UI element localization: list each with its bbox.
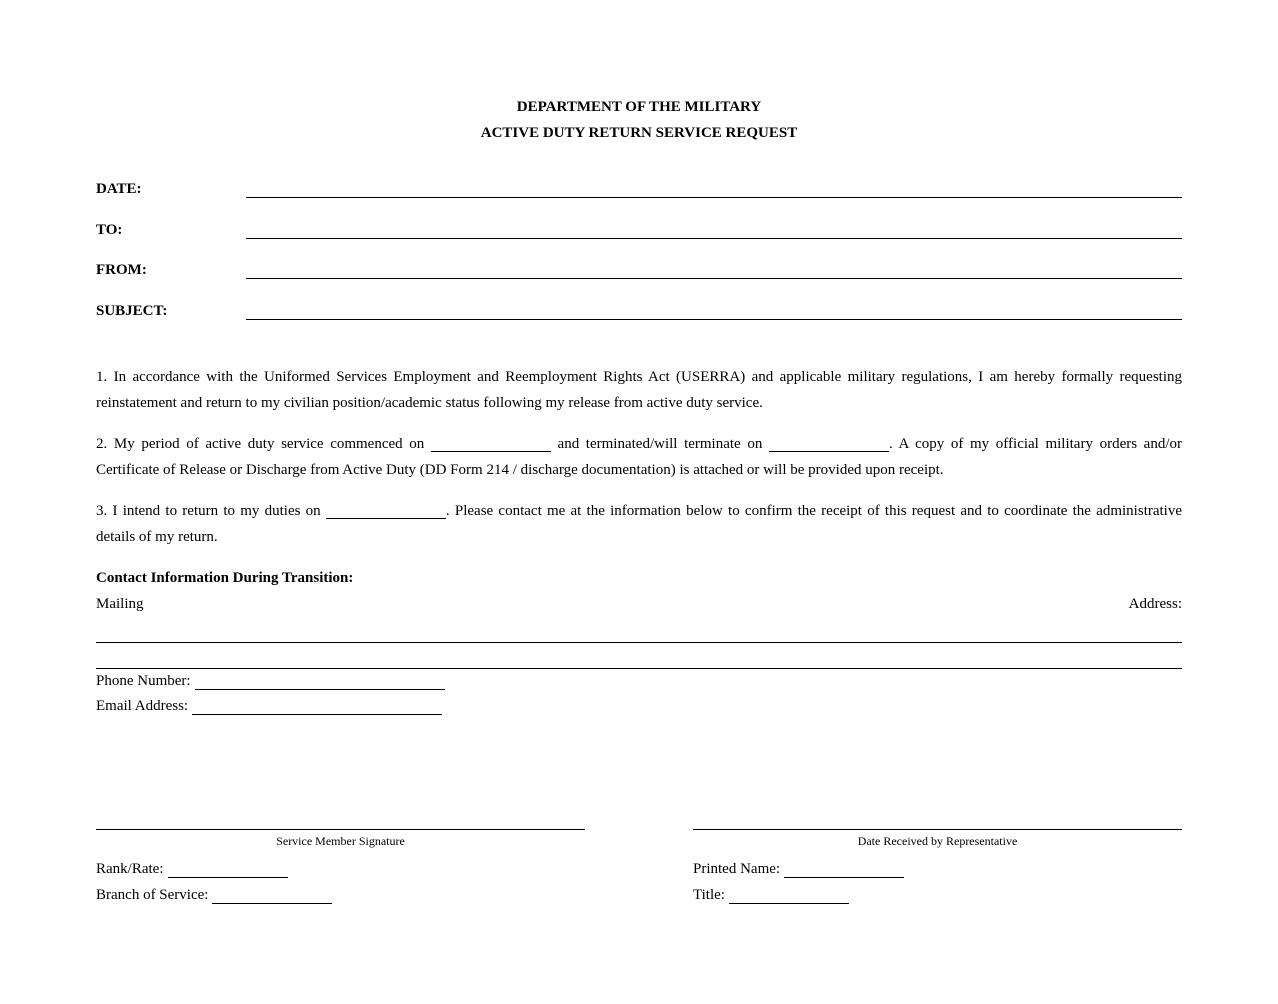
mailing-label: Mailing (96, 596, 144, 612)
paragraph-2-part-a: 2. My period of active duty service commenced on (96, 436, 425, 452)
branch-row (96, 887, 332, 904)
department-title: DEPARTMENT OF THE MILITARY (516, 99, 762, 115)
printed-name-field[interactable] (784, 861, 904, 878)
form-title: ACTIVE DUTY RETURN SERVICE REQUEST (480, 125, 798, 141)
paragraph-1: 1. In accordance with the Uniformed Services Employment and Reemployment Rights Act (USERRA) and applicable military regulations, I am hereby formally requesting reinstatement and return to my civilian position/academic status following my release from active duty service. (96, 369, 1182, 411)
date-field[interactable] (246, 197, 1182, 198)
date-label: DATE: (96, 181, 142, 197)
paragraph-2 (96, 432, 1182, 483)
from-field[interactable] (246, 278, 1182, 279)
member-signature-line[interactable] (96, 829, 585, 830)
title-row (693, 887, 849, 904)
phone-row (96, 673, 445, 690)
subject-field[interactable] (246, 319, 1182, 320)
paragraph-2-part-b: and terminated/will terminate on (557, 436, 763, 452)
member-signature-caption: Service Member Signature (276, 834, 405, 848)
rank-label: Rank/Rate: (96, 861, 164, 877)
to-label: TO: (96, 222, 123, 238)
paragraph-3 (96, 499, 1182, 550)
service-start-date-field[interactable] (431, 435, 551, 452)
paragraph-3-part-a: 3. I intend to return to my duties on (96, 503, 321, 519)
date-received-line[interactable] (693, 829, 1182, 830)
branch-field[interactable] (212, 887, 332, 904)
title-field[interactable] (729, 887, 849, 904)
address-label: Address: (1128, 596, 1182, 612)
printed-name-label: Printed Name: (693, 861, 781, 877)
date-received-caption: Date Received by Representative (857, 834, 1018, 848)
title-label: Title: (693, 887, 725, 903)
contact-heading: Contact Information During Transition: (96, 570, 354, 586)
to-field[interactable] (246, 238, 1182, 239)
branch-label: Branch of Service: (96, 887, 209, 903)
email-field[interactable] (192, 698, 442, 715)
mailing-address-line-2[interactable] (96, 668, 1182, 669)
rank-field[interactable] (168, 861, 288, 878)
printed-name-row (693, 861, 904, 878)
from-label: FROM: (96, 262, 147, 278)
paragraph-2-part-c: . A copy of my official military orders and/or Certificate of Release or Discharge from Active Duty (DD Form 214 / discharge documentation) is attached or will be provided upon receipt. (96, 436, 1182, 478)
phone-label: Phone Number: (96, 673, 191, 689)
mailing-address-line-1[interactable] (96, 642, 1182, 643)
rank-row (96, 861, 288, 878)
return-date-field[interactable] (326, 502, 446, 519)
service-end-date-field[interactable] (769, 435, 889, 452)
phone-field[interactable] (195, 673, 445, 690)
paragraph-3-part-b: . Please contact me at the information below to confirm the receipt of this request and to coordinate the administrative details of my return. (96, 503, 1183, 545)
subject-label: SUBJECT: (96, 303, 168, 319)
email-label: Email Address: (96, 698, 189, 714)
email-row (96, 698, 442, 715)
